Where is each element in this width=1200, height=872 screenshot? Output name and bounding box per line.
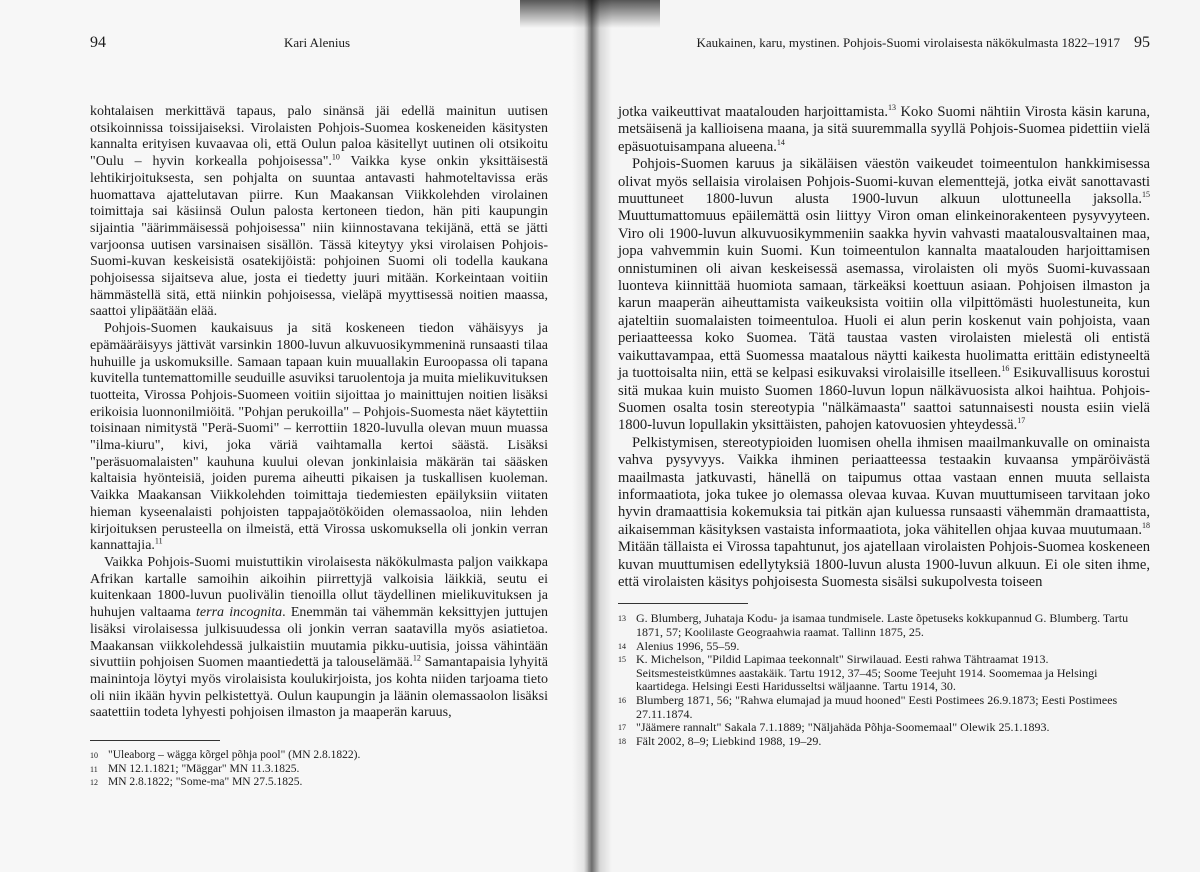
right-footnotes — [618, 603, 1150, 748]
left-page-header — [90, 34, 548, 52]
right-page — [592, 0, 1200, 872]
running-head: Kaukainen, karu, mystinen. Pohjois-Suomi virolaisesta näkökulmasta 1822–1917 — [696, 35, 1120, 50]
footnote: 15 K. Michelson, "Pildid Lapimaa teekonnalt" Sirwilauad. Eesti rahwa Tähtraamat 1913. Seitsmesteistkümnes aastakäik. Tartu 1912, 37–45; Soome Teejuht 1914. Soomemaa ja Helsingi kaartidega. Helsingi Eesti Haridusseltsi wäljaanne. Tartu 1914, 30. — [618, 652, 1098, 694]
left-footnotes — [90, 740, 548, 790]
footnote: 17 "Jäämere rannalt" Sakala 7.1.1889; "Näljahäda Põhja-Soomemaal" Olewik 25.1.1893. — [618, 720, 1050, 735]
footnote: 10 "Uleaborg – wägga kõrgel põhja pool" (MN 2.8.1822). — [90, 749, 361, 762]
left-page — [0, 0, 588, 872]
footnote: 16 Blumberg 1871, 56; "Rahwa elumajad ja muud hooned" Eesti Postimees 26.9.1873; Eesti Postimees 27.11.1874. — [618, 692, 1118, 721]
paragraph: Pohjois-Suomen kaukaisuus ja sitä koskeneen tiedon vähäisyys ja epämääräisyys jättivät varsinkin 1800-luvun alkuvuosikymmeninä runsaasti tilaa huhuille ja uskomuksille. Samaan tapaan kuin muuallakin Euroopassa oli tapana kuvitella tuntemattomille seuduille asuviksi taruolentoja ja muita mielikuvituksen tuotteita, Virossa Pohjois-Suomeen voitiin sijoittaa jo mainittujen noitien lisäksi erikoisia luonnonilmiöitä. "Pohjan perukoilla" – Pohjois-Suomesta näet käytettiin toisinaan nimitystä "Perä-Suomi" – kerrottiin 1820-luvulla olevan muun muassa "ilma-kiuru", kivi, joka väriä vaihtamalla kertoi säästä. Lisäksi "peräsuomalaisten" kauhuna kuului olevan jonkinlaisia mäkärän tai sääsken kaltaisia hyönteisiä, joiden purema aiheutti pikaisen ja tuskallisen kuoleman. Vaikka Maakansan Viikkolehden toimittaja tiedemiesten epäilyksiin viitaten hieman kyseenalaisti pohjoisten tappajaötököiden olemassaoloa, niin lehden kirjoituksen perusteella on ilmeistä, että Virossa uskomuksella oli jonkin verran kannattajia.$^{11}$ — [90, 321, 548, 554]
paragraph: kohtalaisen merkittävä tapaus, palo sinänsä jäi edellä mainitun uutisen otsikoinnissa toissijaiseksi. Virolaisten Pohjois-Suomea koskeneiden käsitysten kannalta erityisen kuvaavaa oli, että Oulun paloa käsitellyt uutinen oli otsikoitu "Oulu – hyvin korkealla pohjoisessa".$^{10}$ Vaikka kyse onkin yksittäisestä lehtikirjoituksesta, sen pohjalta on suuntaa antavasti hahmoteltavissa eräs huomattava ajattelutavan piirre. Kun Maakansan Viikkolehden virolainen toimittaja sai käsiinsä Oulun palosta kertoneen tiedon, hän piti kaupungin sijaintia "äärimmäisessä pohjoisessa" niin kiinnostavana tekijänä, että se jätti varjoonsa uutisen varsinaisen sisällön. Tässä kiteytyy yksi virolaisen Pohjois-Suomi-kuvan keskeisistä osatekijöistä: pohjoinen Suomi oli todella kaukana pohjoisessa sijaitseva alue, josta ei tiedetty juuri mitään. Korkeintaan voitiin hämmästellä sitä, että niinkin pohjoisessa, vieläpä myyttisessä noitien maassa, saattoi ylipäätään elää. — [90, 104, 548, 320]
left-body-text — [90, 104, 548, 722]
page-number: 94 — [90, 34, 106, 51]
paragraph: Pelkistymisen, stereotypioiden luomisen ohella ihmisen maailmankuvalle on ominaista vahva pysyvyys. Vaikka ihminen periaatteessa testaakin kuvaansa ympäröivästä maailmasta jatkuvasti, hänellä on taipumus ottaa vastaan ennen muuta sellaista informaatiota, joka tukee jo olemassa olevaa kuvaa. Kuvan muuttumiseen tarvitaan joko hyvin dramaattisia kokemuksia tai pitkän ajan kuluessa runsaasti vähemmän dramaattista, aikaisemman käsityksen vastaista informaatiota, joka vähitellen ohjaa kuvaa muutumaan.$^{18}$ Mitään tällaista ei Virossa tapahtunut, jos ajatellaan virolaisten Pohjois-Suomea koskeneen kuvan muuttumisen edellytyksiä 1800-luvun alusta 1900-luvun alkuun. Ei ole siten ihme, että virolaisten käsitys pohjoisesta Suomesta sisälsi sukupolvesta toiseen — [618, 434, 1150, 590]
right-page-header — [618, 34, 1150, 52]
footnote: 14 Alenius 1996, 55–59. — [618, 638, 740, 653]
footnote: 11 MN 12.1.1821; "Mäggar" MN 11.3.1825. — [90, 762, 300, 775]
footnote: 13 G. Blumberg, Juhataja Kodu- ja isamaa tundmisele. Laste õpetuseks kokkupannud G. Blumberg. Tartu 1871, 57; Koolilaste Geograahwia raamat. Tallinn 1875, 25. — [618, 611, 1129, 639]
paragraph: jotka vaikeuttivat maatalouden harjoittamista.$^{13}$ Koko Suomi nähtiin Virosta käsin karuna, metsäisenä ja kallioisena maana, ja sitä suuremmalla syyllä Pohjois-Suomea pidettiin vielä epäsuotuisampana alueena.$^{14}$ — [618, 103, 1150, 155]
book-gutter — [572, 0, 612, 872]
right-body-text — [618, 104, 1150, 591]
paragraph: Pohjois-Suomen karuus ja sikäläisen väestön vaikeudet toimeentulon hankkimisessa olivat myös sellaisia virolaisen Pohjois-Suomi-kuvan elementtejä, jotka eivät sanottavasti muuttuneet 1800-luvun alusta 1900-luvun alkuun ulottuneella jaksolla.$^{15}$ Muuttumattomuus epäilemättä osin liittyy Viron oman elinkeinorakenteen pysyvyyteen. Viro oli 1900-luvun alkuvuosikymmeniin saakka hyvin vahvasti maatalousvaltainen maa, jopa vahvemmin kuin Suomi. Kun toimeentulon kannalta maatalouden harjoittamisen onnistuminen oli aivan keskeisessä asemassa, virolaisten oli myös Suomi-kuvassaan luonteva kiinnittää huomiota samaan, tärkeäksi koettuun asiaan. Pohjoisen ilmaston ja karun maaperän aiheuttamista vaikeuksista voitiin olla vilpittömästi huolestuneita, kun ajateltiin suomalaisten toimeentuloa. Huoli ei alun perin koskenut vain pohjoista, vaan periaatteessa koko Suomea. Tätä taustaa vasten virolaisten mielestä oli entistä vaikuttavampaa, että Suomessa maatalous näytti kaikesta huolimatta erittäin edistyneeltä ja tuottoisalta niin, että se kelpasi esikuvaksi virolaisille itselleen.$^{16}$ Esikuvallisuus korostui sitä mukaa kuin muisto Suomen 1860-luvun lopun nälkävuosista alkoi haihtua. Pohjois-Suomen osalta tosin stereotypia "nälkämaasta" saattoi satunnaisesti nousta esiin vielä 1800-luvun lopullakin yksittäisten, pahojen katovuosien yhteydessä.$^{17}$ — [618, 156, 1150, 434]
binding-shadow — [520, 0, 660, 28]
page-number: 95 — [1134, 34, 1150, 51]
running-head: Kari Alenius — [283, 35, 351, 50]
footnote: 18 Fält 2002, 8–9; Liebkind 1988, 19–29. — [618, 733, 822, 748]
footnote: 12 MN 2.8.1822; "Some-ma" MN 27.5.1825. — [90, 776, 303, 789]
paragraph: Vaikka Pohjois-Suomi muistuttikin virolaisesta näkökulmasta paljon vaikkapa Afrikan kartalle samoihin aikoihin piirrettyjä valkoisia läikkiä, seutu ei kuitenkaan 1800-luvun puolivälin tienoilla ollut täydellinen mielikuvituksen ja huhujen valtaama terra incognita. Enemmän tai vähemmän keksittyjen juttujen lisäksi virolaisessa julkisuudessa oli jonkin verran saatavilla myös asiatietoa. Maakansan viikkolehdessä julkaistiin muutamia pikku-uutisia, joissa vähintään sivuttiin pohjoisen Suomen maantiedettä ja talouselämää.$^{12}$ Samantapaisia lyhyitä mainintoja löytyi myös virolaisista koulukirjoista, jos kohta niiden tarjoama tieto oli niin ikään hyvin pelkistettyä. Oulun kaupungin ja läänin olemassaolon lisäksi saatettiin todeta lyhyesti pohjoisen ilmaston ja maaperän karuus, — [90, 554, 548, 721]
